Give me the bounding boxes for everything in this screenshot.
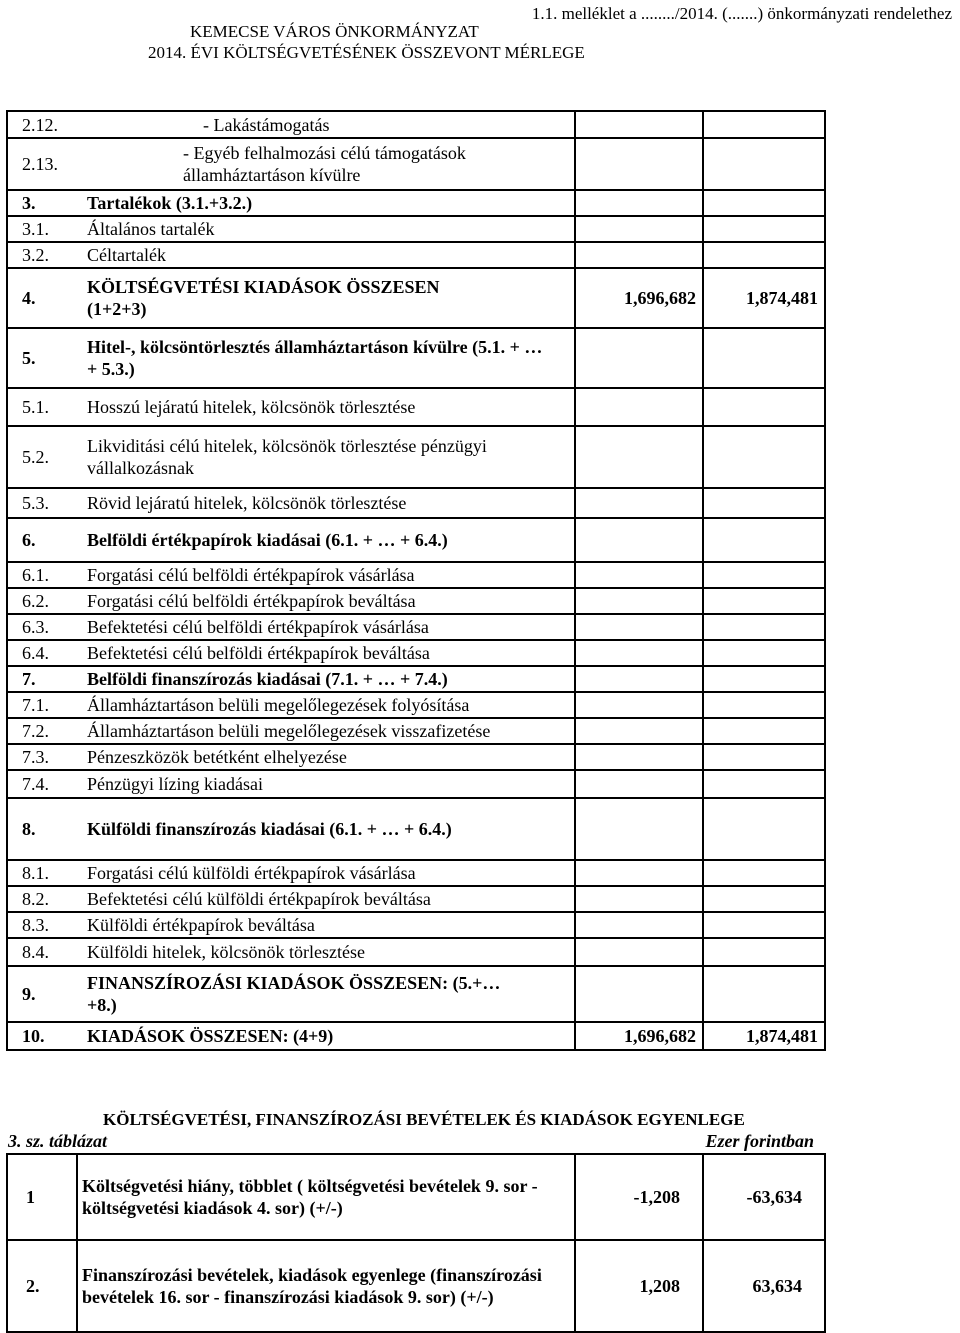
table-row xyxy=(7,216,825,242)
row-label: Belföldi finanszírozás kiadásai (7.1. + … + 7.4.) xyxy=(83,666,575,692)
row-number: 8.3. xyxy=(7,912,83,938)
table-row xyxy=(7,798,825,860)
row-value-1 xyxy=(575,966,703,1022)
row-label: Rövid lejáratú hitelek, kölcsönök törlesztése xyxy=(83,488,575,518)
row-number: 6.2. xyxy=(7,588,83,614)
row-value-1 xyxy=(575,518,703,562)
row-value-2 xyxy=(703,190,825,216)
row-label: - Lakástámogatás xyxy=(83,111,575,138)
table-row xyxy=(7,1022,825,1050)
row-value-2 xyxy=(703,138,825,190)
document-title: 2014. ÉVI KÖLTSÉGVETÉSÉNEK ÖSSZEVONT MÉRLEGE xyxy=(148,43,585,62)
row-value-2 xyxy=(703,798,825,860)
table-row xyxy=(7,640,825,666)
row-number: 5. xyxy=(7,328,83,388)
row-value-1 xyxy=(575,216,703,242)
row-label: Általános tartalék xyxy=(83,216,575,242)
table-row xyxy=(7,518,825,562)
row-value-1 xyxy=(575,692,703,718)
table-row xyxy=(7,1154,825,1240)
row-value-1 xyxy=(575,912,703,938)
row-label: KIADÁSOK ÖSSZESEN: (4+9) xyxy=(83,1022,575,1050)
row-label: Külföldi finanszírozás kiadásai (6.1. + … + 6.4.) xyxy=(83,798,575,860)
row-value-1 xyxy=(575,242,703,268)
row-value-2 xyxy=(703,744,825,770)
table-row xyxy=(7,614,825,640)
row-number: 3. xyxy=(7,190,83,216)
row-value-2 xyxy=(703,966,825,1022)
row-label: Forgatási célú belföldi értékpapírok vásárlása xyxy=(83,562,575,588)
row-number: 5.3. xyxy=(7,488,83,518)
table-row xyxy=(7,718,825,744)
row-number: 7. xyxy=(7,666,83,692)
row-value-1 xyxy=(575,562,703,588)
row-label: Hitel-, kölcsöntörlesztés államháztartáson kívülre (5.1. + … + 5.3.) xyxy=(83,328,575,388)
table-row xyxy=(7,744,825,770)
row-label: Befektetési célú belföldi értékpapírok vásárlása xyxy=(83,614,575,640)
row-value-2 xyxy=(703,518,825,562)
row-label: KÖLTSÉGVETÉSI KIADÁSOK ÖSSZESEN (1+2+3) xyxy=(83,268,575,328)
unit-label: Ezer forintban xyxy=(705,1131,814,1151)
row-label: Likviditási célú hitelek, kölcsönök törlesztése pénzügyi vállalkozásnak xyxy=(83,426,575,488)
balance-title: KÖLTSÉGVETÉSI, FINANSZÍROZÁSI BEVÉTELEK ÉS KIADÁSOK EGYENLEGE xyxy=(103,1110,745,1129)
row-label: Befektetési célú belföldi értékpapírok beváltása xyxy=(83,640,575,666)
table-row xyxy=(7,190,825,216)
table-row xyxy=(7,666,825,692)
table-row xyxy=(7,912,825,938)
row-value-1: 1,696,682 xyxy=(575,1022,703,1050)
row-value-1: 1,696,682 xyxy=(575,268,703,328)
table-row xyxy=(7,138,825,190)
row-value-2 xyxy=(703,666,825,692)
organization-name: KEMECSE VÁROS ÖNKORMÁNYZAT xyxy=(190,22,479,41)
row-label: Céltartalék xyxy=(83,242,575,268)
row-label: Hosszú lejáratú hitelek, kölcsönök törlesztése xyxy=(83,388,575,426)
row-value-2 xyxy=(703,488,825,518)
row-label: Forgatási célú külföldi értékpapírok vásárlása xyxy=(83,860,575,886)
row-value-2: -63,634 xyxy=(703,1154,825,1240)
table-row xyxy=(7,938,825,966)
row-value-1 xyxy=(575,388,703,426)
row-value-1 xyxy=(575,798,703,860)
row-value-2: 1,874,481 xyxy=(703,1022,825,1050)
row-label: Költségvetési hiány, többlet ( költségvetési bevételek 9. sor - költségvetési kiadások 4. sor) (+/-) xyxy=(77,1154,575,1240)
row-number: 3.1. xyxy=(7,216,83,242)
row-value-2 xyxy=(703,216,825,242)
row-value-2 xyxy=(703,562,825,588)
row-number: 2.12. xyxy=(7,111,83,138)
row-value-2 xyxy=(703,938,825,966)
table-row xyxy=(7,770,825,798)
row-value-2 xyxy=(703,111,825,138)
row-value-1 xyxy=(575,190,703,216)
row-number: 9. xyxy=(7,966,83,1022)
row-label: Államháztartáson belüli megelőlegezések visszafizetése xyxy=(83,718,575,744)
row-label: FINANSZÍROZÁSI KIADÁSOK ÖSSZESEN: (5.+…+8.) xyxy=(83,966,575,1022)
row-value-1 xyxy=(575,488,703,518)
row-number: 7.1. xyxy=(7,692,83,718)
table-row xyxy=(7,111,825,138)
annex-reference: 1.1. melléklet a ......../2014. (.......) önkormányzati rendelethez xyxy=(531,4,952,23)
row-label: Pénzügyi lízing kiadásai xyxy=(83,770,575,798)
row-value-2 xyxy=(703,328,825,388)
row-value-1 xyxy=(575,588,703,614)
row-value-1 xyxy=(575,744,703,770)
table-row xyxy=(7,328,825,388)
row-value-1 xyxy=(575,770,703,798)
row-value-1 xyxy=(575,640,703,666)
table-row xyxy=(7,886,825,912)
row-label: Finanszírozási bevételek, kiadások egyenlege (finanszírozási bevételek 16. sor - finanszírozási kiadások 9. sor) (+/-) xyxy=(77,1240,575,1332)
row-label: Tartalékok (3.1.+3.2.) xyxy=(83,190,575,216)
row-number: 5.2. xyxy=(7,426,83,488)
row-value-1: -1,208 xyxy=(575,1154,703,1240)
table-row xyxy=(7,692,825,718)
row-value-1 xyxy=(575,886,703,912)
row-number: 6. xyxy=(7,518,83,562)
row-value-2 xyxy=(703,912,825,938)
row-value-2 xyxy=(703,588,825,614)
row-value-1 xyxy=(575,426,703,488)
row-number: 7.3. xyxy=(7,744,83,770)
row-value-2 xyxy=(703,614,825,640)
row-number: 2.13. xyxy=(7,138,83,190)
row-value-2 xyxy=(703,242,825,268)
row-value-2: 1,874,481 xyxy=(703,268,825,328)
table-row xyxy=(7,966,825,1022)
row-label: - Egyéb felhalmozási célú támogatások államháztartáson kívülre xyxy=(83,138,575,190)
row-number: 5.1. xyxy=(7,388,83,426)
row-number: 7.2. xyxy=(7,718,83,744)
table-row xyxy=(7,488,825,518)
row-value-1 xyxy=(575,138,703,190)
table-row xyxy=(7,426,825,488)
table-row xyxy=(7,1240,825,1332)
table-row xyxy=(7,268,825,328)
balance-table xyxy=(6,1153,826,1333)
row-number: 10. xyxy=(7,1022,83,1050)
expenditure-table xyxy=(6,110,826,1051)
row-value-1 xyxy=(575,938,703,966)
row-value-2 xyxy=(703,718,825,744)
row-number: 3.2. xyxy=(7,242,83,268)
row-label: Befektetési célú külföldi értékpapírok beváltása xyxy=(83,886,575,912)
row-value-1 xyxy=(575,614,703,640)
row-value-2 xyxy=(703,692,825,718)
row-number: 8.2. xyxy=(7,886,83,912)
row-number: 8.1. xyxy=(7,860,83,886)
table-row xyxy=(7,242,825,268)
table-row xyxy=(7,388,825,426)
table-row xyxy=(7,562,825,588)
row-number: 2. xyxy=(7,1240,77,1332)
row-value-1 xyxy=(575,718,703,744)
row-value-2 xyxy=(703,640,825,666)
row-number: 8.4. xyxy=(7,938,83,966)
row-value-2 xyxy=(703,770,825,798)
row-number: 1 xyxy=(7,1154,77,1240)
row-value-2: 63,634 xyxy=(703,1240,825,1332)
row-value-1 xyxy=(575,111,703,138)
row-label: Külföldi hitelek, kölcsönök törlesztése xyxy=(83,938,575,966)
table-number: 3. sz. táblázat xyxy=(8,1131,108,1151)
row-value-2 xyxy=(703,886,825,912)
row-number: 8. xyxy=(7,798,83,860)
row-number: 6.1. xyxy=(7,562,83,588)
row-value-2 xyxy=(703,426,825,488)
row-label: Belföldi értékpapírok kiadásai (6.1. + … + 6.4.) xyxy=(83,518,575,562)
row-value-2 xyxy=(703,388,825,426)
row-number: 6.4. xyxy=(7,640,83,666)
row-label: Külföldi értékpapírok beváltása xyxy=(83,912,575,938)
row-number: 6.3. xyxy=(7,614,83,640)
row-number: 4. xyxy=(7,268,83,328)
row-value-1 xyxy=(575,666,703,692)
table-row xyxy=(7,860,825,886)
row-value-1 xyxy=(575,328,703,388)
row-number: 7.4. xyxy=(7,770,83,798)
row-value-1 xyxy=(575,860,703,886)
row-value-2 xyxy=(703,860,825,886)
row-label: Pénzeszközök betétként elhelyezése xyxy=(83,744,575,770)
row-value-1: 1,208 xyxy=(575,1240,703,1332)
row-label: Államháztartáson belüli megelőlegezések folyósítása xyxy=(83,692,575,718)
row-label: Forgatási célú belföldi értékpapírok beváltása xyxy=(83,588,575,614)
table-row xyxy=(7,588,825,614)
